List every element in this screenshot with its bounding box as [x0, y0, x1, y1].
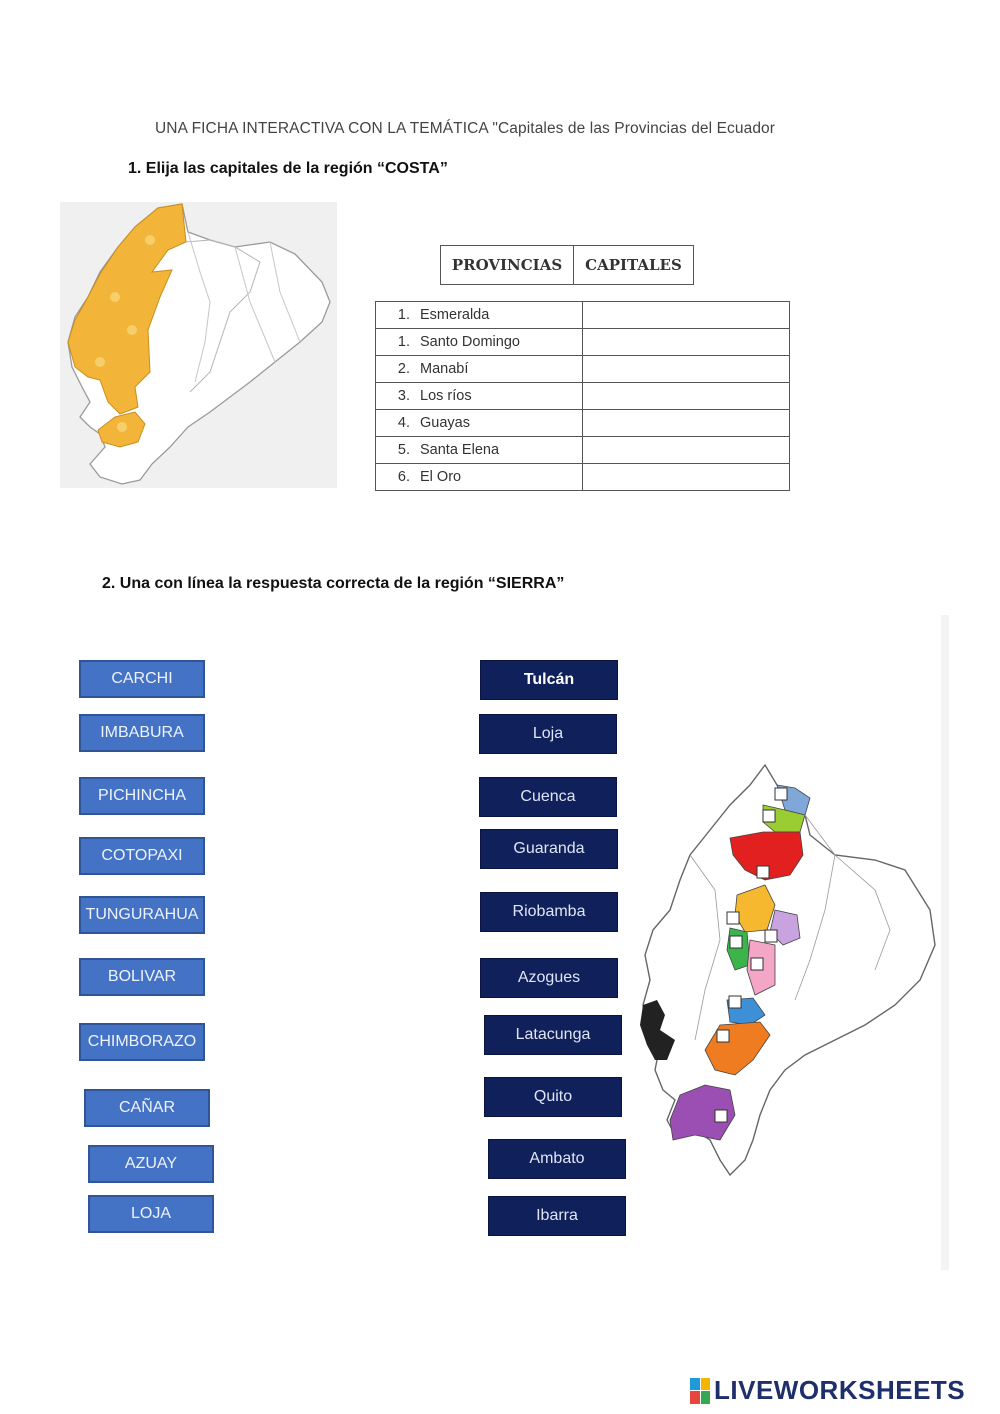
capital-cuenca[interactable]: Cuenca	[479, 777, 617, 817]
capital-quito[interactable]: Quito	[484, 1077, 622, 1117]
province-name: Manabí	[420, 361, 469, 377]
capital-answer-cell[interactable]	[582, 356, 789, 383]
province-chimborazo[interactable]: CHIMBORAZO	[79, 1023, 205, 1061]
province-azuay[interactable]: AZUAY	[88, 1145, 214, 1183]
row-number: 3.	[397, 388, 410, 404]
province-tungurahua[interactable]: TUNGURAHUA	[79, 896, 205, 934]
capital-riobamba[interactable]: Riobamba	[480, 892, 618, 932]
province-name: Los ríos	[420, 388, 472, 404]
costa-provinces-table	[375, 301, 790, 491]
capital-ambato[interactable]: Ambato	[488, 1139, 626, 1179]
page-title: UNA FICHA INTERACTIVA CON LA TEMÁTICA "Capitales de las Provincias del Ecuador	[155, 120, 776, 137]
capital-answer-cell[interactable]	[582, 464, 789, 491]
capital-ibarra[interactable]: Ibarra	[488, 1196, 626, 1236]
capital-answer-cell[interactable]	[582, 302, 789, 329]
row-number: 1.	[397, 334, 410, 350]
capital-tulcan[interactable]: Tulcán	[480, 660, 618, 700]
question-2-title: 2. Una con línea la respuesta correcta de la región “SIERRA”	[102, 575, 565, 592]
province-cell	[376, 329, 583, 356]
province-canar[interactable]: CAÑAR	[84, 1089, 210, 1127]
capital-guaranda[interactable]: Guaranda	[480, 829, 618, 869]
decorative-strip	[938, 615, 952, 1270]
table-row	[376, 383, 790, 410]
capital-latacunga[interactable]: Latacunga	[484, 1015, 622, 1055]
row-number: 2.	[397, 361, 410, 377]
province-bolivar[interactable]: BOLIVAR	[79, 958, 205, 996]
province-carchi[interactable]: CARCHI	[79, 660, 205, 698]
province-imbabura[interactable]: IMBABURA	[79, 714, 205, 752]
row-number: 4.	[397, 415, 410, 431]
province-cell	[376, 410, 583, 437]
capital-loja[interactable]: Loja	[479, 714, 617, 754]
capital-azogues[interactable]: Azogues	[480, 958, 618, 998]
row-number: 5.	[397, 442, 410, 458]
row-number: 1.	[397, 307, 410, 323]
header-provincias: PROVINCIAS	[441, 246, 574, 284]
sierra-region-map	[635, 760, 945, 1180]
table-row	[376, 356, 790, 383]
province-cell	[376, 383, 583, 410]
table-row	[376, 410, 790, 437]
liveworksheets-brand: LIVEWORKSHEETS	[714, 1375, 966, 1405]
capital-answer-cell[interactable]	[582, 410, 789, 437]
province-cell	[376, 437, 583, 464]
liveworksheets-icon	[690, 1378, 710, 1404]
province-name: Esmeralda	[420, 307, 490, 323]
province-cell	[376, 356, 583, 383]
liveworksheets-logo	[690, 1375, 965, 1406]
province-cell	[376, 464, 583, 491]
question-1-title: 1. Elija las capitales de la región “COSTA”	[128, 160, 448, 177]
table-row	[376, 329, 790, 356]
row-number: 6.	[397, 469, 410, 485]
province-name: Santo Domingo	[420, 334, 520, 350]
province-pichincha[interactable]: PICHINCHA	[79, 777, 205, 815]
province-name: Guayas	[420, 415, 470, 431]
table-row	[376, 464, 790, 491]
header-capitales: CAPITALES	[585, 256, 682, 274]
province-cell	[376, 302, 583, 329]
table-row	[376, 302, 790, 329]
province-cotopaxi[interactable]: COTOPAXI	[79, 837, 205, 875]
table-row	[376, 437, 790, 464]
capital-answer-cell[interactable]	[582, 383, 789, 410]
province-name: El Oro	[420, 469, 462, 485]
province-name: Santa Elena	[420, 442, 500, 458]
province-loja[interactable]: LOJA	[88, 1195, 214, 1233]
capital-answer-cell[interactable]	[582, 329, 789, 356]
table-header-box	[440, 245, 694, 285]
capital-answer-cell[interactable]	[582, 437, 789, 464]
costa-region-map	[60, 202, 337, 488]
